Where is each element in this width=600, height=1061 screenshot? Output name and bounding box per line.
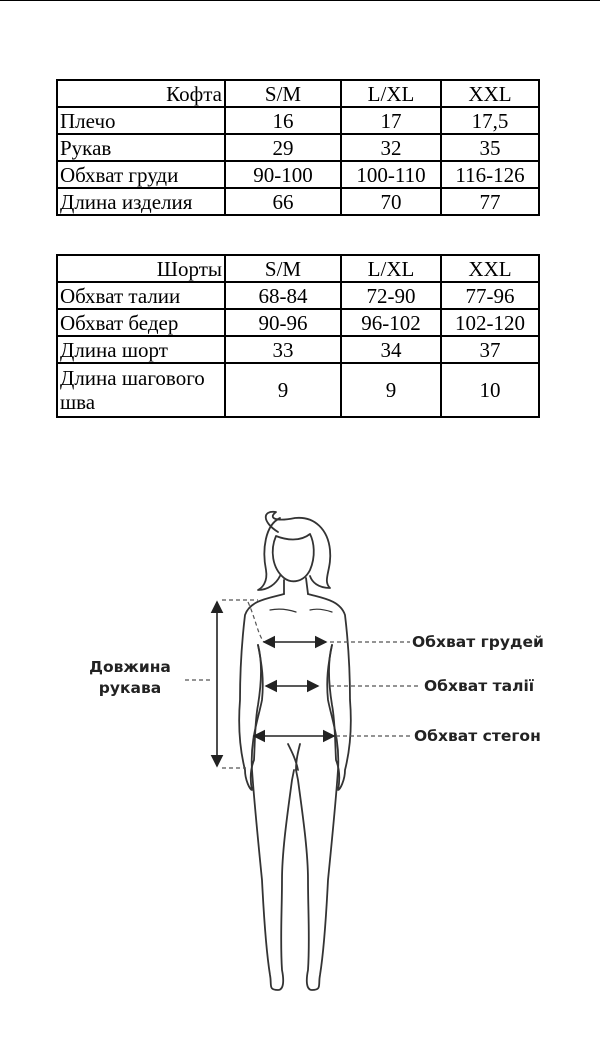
woman-figure-icon: [239, 512, 351, 990]
header-cell: S/M: [225, 255, 341, 282]
table-cell: 32: [341, 134, 441, 161]
header-cell: XXL: [441, 80, 539, 107]
table-cell: 16: [225, 107, 341, 134]
table-cell: 17,5: [441, 107, 539, 134]
guide-lines: [185, 600, 418, 768]
table-cell: 9: [341, 363, 441, 417]
table-cell: 90-100: [225, 161, 341, 188]
header-cell: L/XL: [341, 80, 441, 107]
row-label: Длина изделия: [57, 188, 225, 215]
table-cell: 17: [341, 107, 441, 134]
table-row: [57, 134, 539, 161]
table-cell: 96-102: [341, 309, 441, 336]
table-row: [57, 161, 539, 188]
body-measurement-diagram: [0, 470, 600, 1030]
table-cell: 70: [341, 188, 441, 215]
row-label: Рукав: [57, 134, 225, 161]
table-cell: 102-120: [441, 309, 539, 336]
jacket-size-table: [56, 79, 540, 216]
hips-label: Обхват стегон: [414, 727, 541, 745]
table-header-row: [57, 80, 539, 107]
table-cell: 37: [441, 336, 539, 363]
table-cell: 72-90: [341, 282, 441, 309]
sleeve-length-label-line2: рукава: [98, 679, 162, 697]
chest-label: Обхват грудей: [412, 633, 544, 651]
row-label: Длина шорт: [57, 336, 225, 363]
table-cell: 116-126: [441, 161, 539, 188]
row-label: Обхват бедер: [57, 309, 225, 336]
table-cell: 33: [225, 336, 341, 363]
header-cell: S/M: [225, 80, 341, 107]
table-cell: 100-110: [341, 161, 441, 188]
row-label: Обхват талии: [57, 282, 225, 309]
table-row: [57, 188, 539, 215]
table-row: [57, 336, 539, 363]
header-cell: XXL: [441, 255, 539, 282]
table-cell: 35: [441, 134, 539, 161]
table-header-row: [57, 255, 539, 282]
header-cell: Кофта: [57, 80, 225, 107]
table-cell: 90-96: [225, 309, 341, 336]
table-cell: 9: [225, 363, 341, 417]
row-label: Обхват груди: [57, 161, 225, 188]
row-label: Плечо: [57, 107, 225, 134]
table-cell: 66: [225, 188, 341, 215]
row-label: Длина шагового шва: [57, 363, 225, 417]
header-cell: Шорты: [57, 255, 225, 282]
table-cell: 68-84: [225, 282, 341, 309]
header-cell: L/XL: [341, 255, 441, 282]
sleeve-length-label: Довжина: [89, 658, 171, 676]
table-cell: 29: [225, 134, 341, 161]
waist-label: Обхват талії: [424, 677, 535, 695]
table-row: [57, 282, 539, 309]
table-row: [57, 309, 539, 336]
table-cell: 77-96: [441, 282, 539, 309]
table-row: [57, 363, 539, 417]
top-divider: [0, 0, 600, 1]
table-cell: 34: [341, 336, 441, 363]
table-cell: 10: [441, 363, 539, 417]
table-cell: 77: [441, 188, 539, 215]
table-row: [57, 107, 539, 134]
shorts-size-table: [56, 254, 540, 418]
